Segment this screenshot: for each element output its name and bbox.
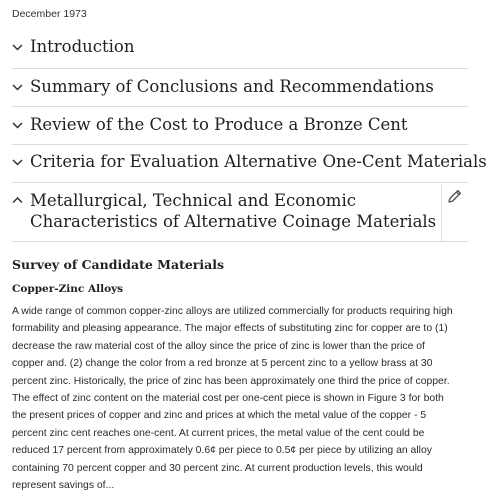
paragraph-line: percent zinc. Historically, the price of zinc has been approximately one third the price of copper. bbox=[12, 375, 450, 387]
section-review[interactable] bbox=[12, 114, 468, 145]
paragraph-line: reduced 17 percent from approximately 0.6¢ per piece to 0.5¢ per piece by utilizing an alloy bbox=[12, 445, 432, 457]
chevron-down-icon[interactable] bbox=[12, 76, 30, 91]
body-paragraph bbox=[12, 303, 470, 494]
paragraph-line: formability and pleasing appearance. The major effects of substituting zinc for copper are to (1) bbox=[12, 323, 448, 335]
paragraph-line: copper and. (2) change the color from a red bronze at 5 percent zinc to a yellow brass at 30 bbox=[12, 358, 433, 370]
paragraph-line: decrease the raw material cost of the alloy since the price of zinc is lower than the price of bbox=[12, 340, 425, 352]
chevron-down-icon[interactable] bbox=[12, 36, 30, 51]
content-subheading: Copper-Zinc Alloys bbox=[12, 283, 124, 295]
section-title-line: Characteristics of Alternative Coinage Materials bbox=[30, 212, 437, 231]
section-title-line: Metallurgical, Technical and Economic bbox=[30, 191, 356, 210]
content-heading: Survey of Candidate Materials bbox=[12, 257, 225, 272]
pencil-edit-icon bbox=[447, 188, 463, 241]
edit-button[interactable] bbox=[441, 184, 468, 241]
chevron-up-icon[interactable] bbox=[12, 190, 30, 204]
section-introduction[interactable] bbox=[12, 36, 468, 69]
section-title[interactable]: Criteria for Evaluation Alternative One-Cent Materials bbox=[30, 152, 487, 171]
section-title[interactable]: Introduction bbox=[30, 37, 135, 56]
section-summary[interactable] bbox=[12, 76, 468, 107]
section-title[interactable]: Summary of Conclusions and Recommendations bbox=[30, 77, 434, 96]
chevron-down-icon[interactable] bbox=[12, 151, 30, 166]
paragraph-line: A wide range of common copper-zinc alloys are utilized commercially for products requiring high bbox=[12, 306, 453, 317]
paragraph-line: containing 70 percent copper and 30 percent zinc. At current production levels, this would bbox=[12, 462, 423, 474]
section-title[interactable] bbox=[30, 190, 436, 232]
section-title[interactable]: Review of the Cost to Produce a Bronze Cent bbox=[30, 115, 408, 134]
document-date: December 1973 bbox=[12, 8, 87, 20]
chevron-down-icon[interactable] bbox=[12, 114, 30, 129]
paragraph-line: the present prices of copper and zinc and prices at which the metal value of the copper - 5 bbox=[12, 410, 427, 422]
paragraph-line: percent zinc cent reaches one-cent. At current prices, the metal value of the cent could be bbox=[12, 427, 425, 439]
section-metallurgical[interactable] bbox=[12, 190, 468, 242]
paragraph-line: The effect of zinc content on the material cost per one-cent piece is shown in Figure 3 for both bbox=[12, 393, 444, 405]
paragraph-line: represent savings of... bbox=[12, 480, 115, 492]
section-criteria[interactable] bbox=[12, 151, 487, 183]
